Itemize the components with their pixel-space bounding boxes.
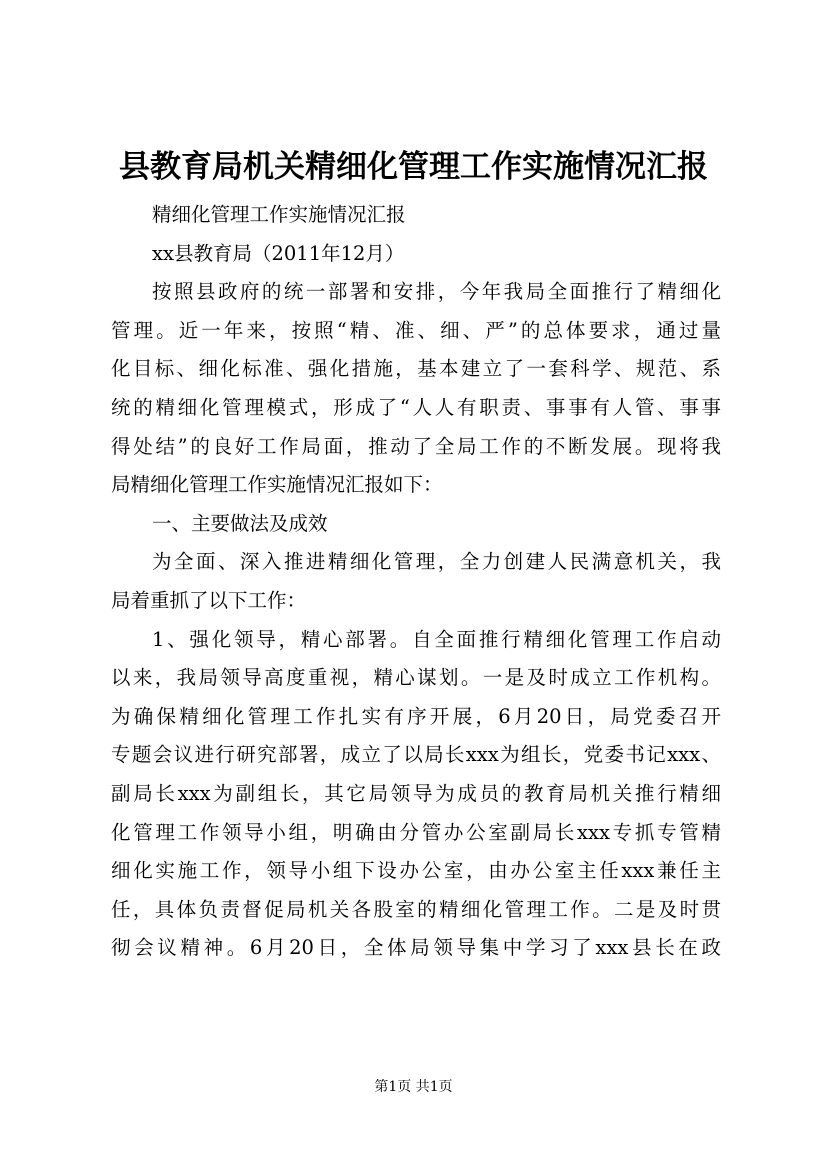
text-line: 1、强化领导，精心部署。自全面推行精细化管理工作启动: [152, 627, 721, 651]
text-line: 得处结”的良好工作局面，推动了全局工作的不断发展。现将我: [111, 434, 721, 458]
page-footer: 第1页 共1页: [374, 1079, 453, 1095]
text-line: 副局长xxx为副组长，其它局领导为成员的教育局机关推行精细: [111, 781, 721, 805]
text-line: 细化实施工作，领导小组下设办公室，由办公室主任xxx兼任主: [111, 859, 721, 883]
text-line: 以来，我局领导高度重视，精心谋划。一是及时成立工作机构。: [111, 666, 721, 690]
document-body: [111, 196, 721, 968]
text-line: 管理。近一年来，按照“精、准、细、严”的总体要求，通过量: [111, 318, 721, 342]
text-line: 按照县政府的统一部署和安排，今年我局全面推行了精细化: [152, 280, 721, 304]
text-line: 化目标、细化标准、强化措施，基本建立了一套科学、规范、系: [111, 357, 721, 381]
text-line: 统的精细化管理模式，形成了“人人有职责、事事有人管、事事: [111, 395, 721, 419]
text-line: 专题会议进行研究部署，成立了以局长xxx为组长，党委书记xxx、: [111, 743, 721, 767]
text-line: 局着重抓了以下工作：: [111, 588, 307, 612]
text-line: 精细化管理工作实施情况汇报: [152, 203, 406, 226]
text-line: 彻会议精神。6月20日，全体局领导集中学习了xxx县长在政: [111, 936, 721, 960]
text-line: 局精细化管理工作实施情况汇报如下：: [111, 473, 443, 497]
text-line: 为确保精细化管理工作扎实有序开展，6月20日，局党委召开: [111, 704, 721, 728]
text-line: 为全面、深入推进精细化管理，全力创建人民满意机关，我: [152, 550, 721, 574]
text-line: xx县教育局（2011年12月）: [152, 241, 405, 265]
text-line: 任，具体负责督促局机关各股室的精细化管理工作。二是及时贯: [111, 897, 721, 921]
text-line: 化管理工作领导小组，明确由分管办公室副局长xxx专抓专管精: [111, 820, 721, 844]
text-line: 一、主要做法及成效: [152, 511, 328, 535]
document-title: 县教育局机关精细化管理工作实施情况汇报: [119, 149, 708, 185]
